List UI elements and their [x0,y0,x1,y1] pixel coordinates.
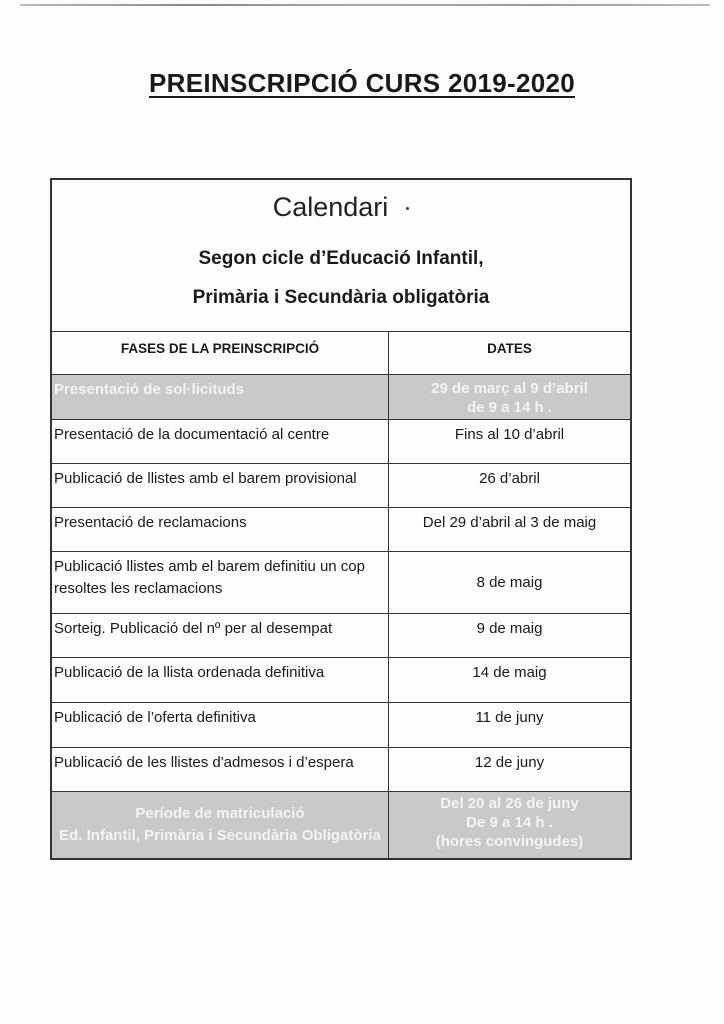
phase-cell: Publicació de les llistes d'admesos i d’espera [52,748,389,791]
date-cell: 29 de març al 9 d’abril de 9 a 14 h . [389,375,630,419]
date-cell: Del 20 al 26 de juny De 9 a 14 h . (hores convingudes) [389,792,630,858]
scan-edge-line [20,4,710,6]
phase-cell: Presentació de sol·licituds [52,375,389,419]
table-header-row [52,332,630,375]
phase-cell: Sorteig. Publicació del nº per al desempat [52,614,389,657]
phase-cell: Publicació de la llista ordenada definitiva [52,658,389,702]
calendar-subtitle-line2: Primària i Secundària obligatòria [192,287,490,308]
table-row [52,420,630,464]
table-row [52,375,630,420]
date-cell: 26 d’abril [479,470,540,487]
phase-cell: Publicació de l’oferta definitiva [52,703,389,747]
date-cell: 14 de maig [472,664,547,681]
calendar-title: Calendari [52,180,630,232]
date-cell: 11 de juny [475,709,544,726]
phase-cell: Publicació llistes amb el barem definitiu un cop resoltes les reclamacions [52,552,389,613]
date-cell: 12 de juny [474,754,545,771]
date-cell: 8 de maig [476,573,543,591]
phase-cell: Publicació de llistes amb el barem provisional [52,464,389,507]
table-row [52,658,630,703]
page-title: PREINSCRIPCIÓ CURS 2019-2020 [149,68,575,98]
date-cell: Del 29 d’abril al 3 de maig [422,514,597,531]
table-row [52,748,630,792]
calendar-subtitle-line1: Segon cicle d’Educació Infantil, [198,248,484,269]
stray-mark [406,207,409,210]
calendar-table [50,178,632,860]
phase-cell: Presentació de reclamacions [52,508,389,551]
table-row [52,552,630,614]
table-row [52,792,630,858]
phase-cell: Període de matriculació Ed. Infantil, Primària i Secundària Obligatòria [52,792,389,858]
date-cell: 9 de maig [476,620,543,637]
calendar-header [52,180,630,332]
header-dates: DATES [487,341,532,356]
table-row [52,508,630,552]
table-row [52,464,630,508]
header-phases: FASES DE LA PREINSCRIPCIÓ [52,332,389,374]
table-row [52,614,630,658]
table-row [52,703,630,748]
phase-cell: Presentació de la documentació al centre [52,420,389,463]
date-cell: Fins al 10 d’abril [454,426,565,443]
